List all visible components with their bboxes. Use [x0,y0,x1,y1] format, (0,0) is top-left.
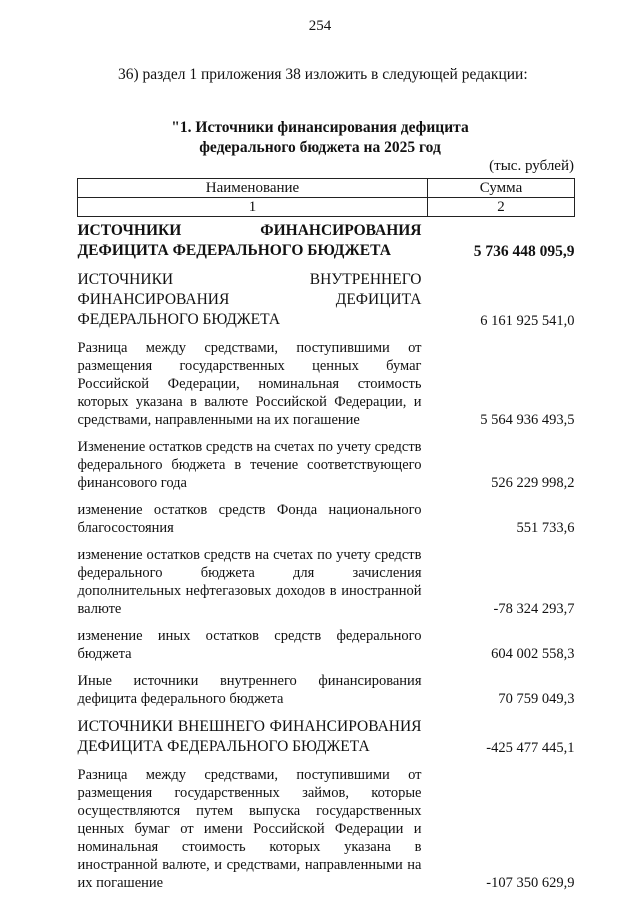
amendment-intro: 36) раздел 1 приложения 38 изложить в следующей редакции: [118,66,528,83]
row-amount: 5 736 448 095,9 [473,243,575,260]
column-number-2: 2 [428,198,575,217]
column-number-1: 1 [78,198,428,217]
row-name: изменение остатков средств на счетах по учету средств федерального бюджета для зачисления дополнительных нефтегазовых доходов в иностранной валюте [77,547,422,617]
row-name: ИСТОЧНИКИ ФИНАНСИРОВАНИЯ ДЕФИЦИТА ФЕДЕРАЛЬНОГО БЮДЖЕТА [77,222,422,259]
section-title [150,118,490,158]
table-row [78,497,575,542]
row-name: Разница между средствами, поступившими от размещения государственных ценных бумаг Российской Федерации, номинальная стоимость которых указана в валюте Российской Федерации, и средствами, направленными на их погашение [77,340,422,428]
table-row [78,713,575,762]
row-amount: 551 733,6 [516,520,575,536]
row-name: изменение иных остатков средств федерального бюджета [77,628,422,662]
row-amount: 526 229 998,2 [491,475,575,491]
table-row [78,217,575,267]
financing-sources-table [77,178,575,897]
row-name: изменение остатков средств Фонда национального благосостояния [77,502,422,536]
row-name: Изменение остатков средств на счетах по учету средств федерального бюджета в течение соответствующего финансового года [77,439,422,491]
row-amount: 70 759 049,3 [498,691,575,707]
table-row [78,335,575,434]
table-row [78,623,575,668]
row-amount: -78 324 293,7 [493,601,575,617]
row-amount: -107 350 629,9 [486,875,575,891]
header-name: Наименование [78,179,428,198]
column-number-row [78,198,575,217]
page-number: 254 [308,18,332,34]
table-row [78,266,575,335]
units-label: (тыс. рублей) [489,158,574,174]
section-title-line-2: федерального бюджета на 2025 год [199,139,441,156]
row-amount: 6 161 925 541,0 [480,313,575,329]
table-row [78,668,575,713]
table-row [78,762,575,897]
table-row [78,434,575,497]
row-amount: 5 564 936 493,5 [480,412,575,428]
row-amount: 604 002 558,3 [491,646,575,662]
section-title-line-1: "1. Источники финансирования дефицита [171,119,469,136]
table-header-row [78,179,575,198]
row-amount: -425 477 445,1 [486,740,575,756]
row-name: ИСТОЧНИКИ ВНУТРЕННЕГО ФИНАНСИРОВАНИЯ ДЕФИЦИТА ФЕДЕРАЛЬНОГО БЮДЖЕТА [77,271,422,328]
row-name: Разница между средствами, поступившими от размещения государственных займов, которые осуществляются путем выпуска государственных ценных бумаг от имени Российской Федерации и номинальная стоимость которых указана в иностранной валюте, и средствами, направленными на их погашение [77,767,422,891]
header-amount: Сумма [428,179,575,198]
row-name: ИСТОЧНИКИ ВНЕШНЕГО ФИНАНСИРОВАНИЯ ДЕФИЦИТА ФЕДЕРАЛЬНОГО БЮДЖЕТА [77,718,422,755]
row-name: Иные источники внутреннего финансирования дефицита федерального бюджета [77,673,422,707]
table-row [78,542,575,623]
